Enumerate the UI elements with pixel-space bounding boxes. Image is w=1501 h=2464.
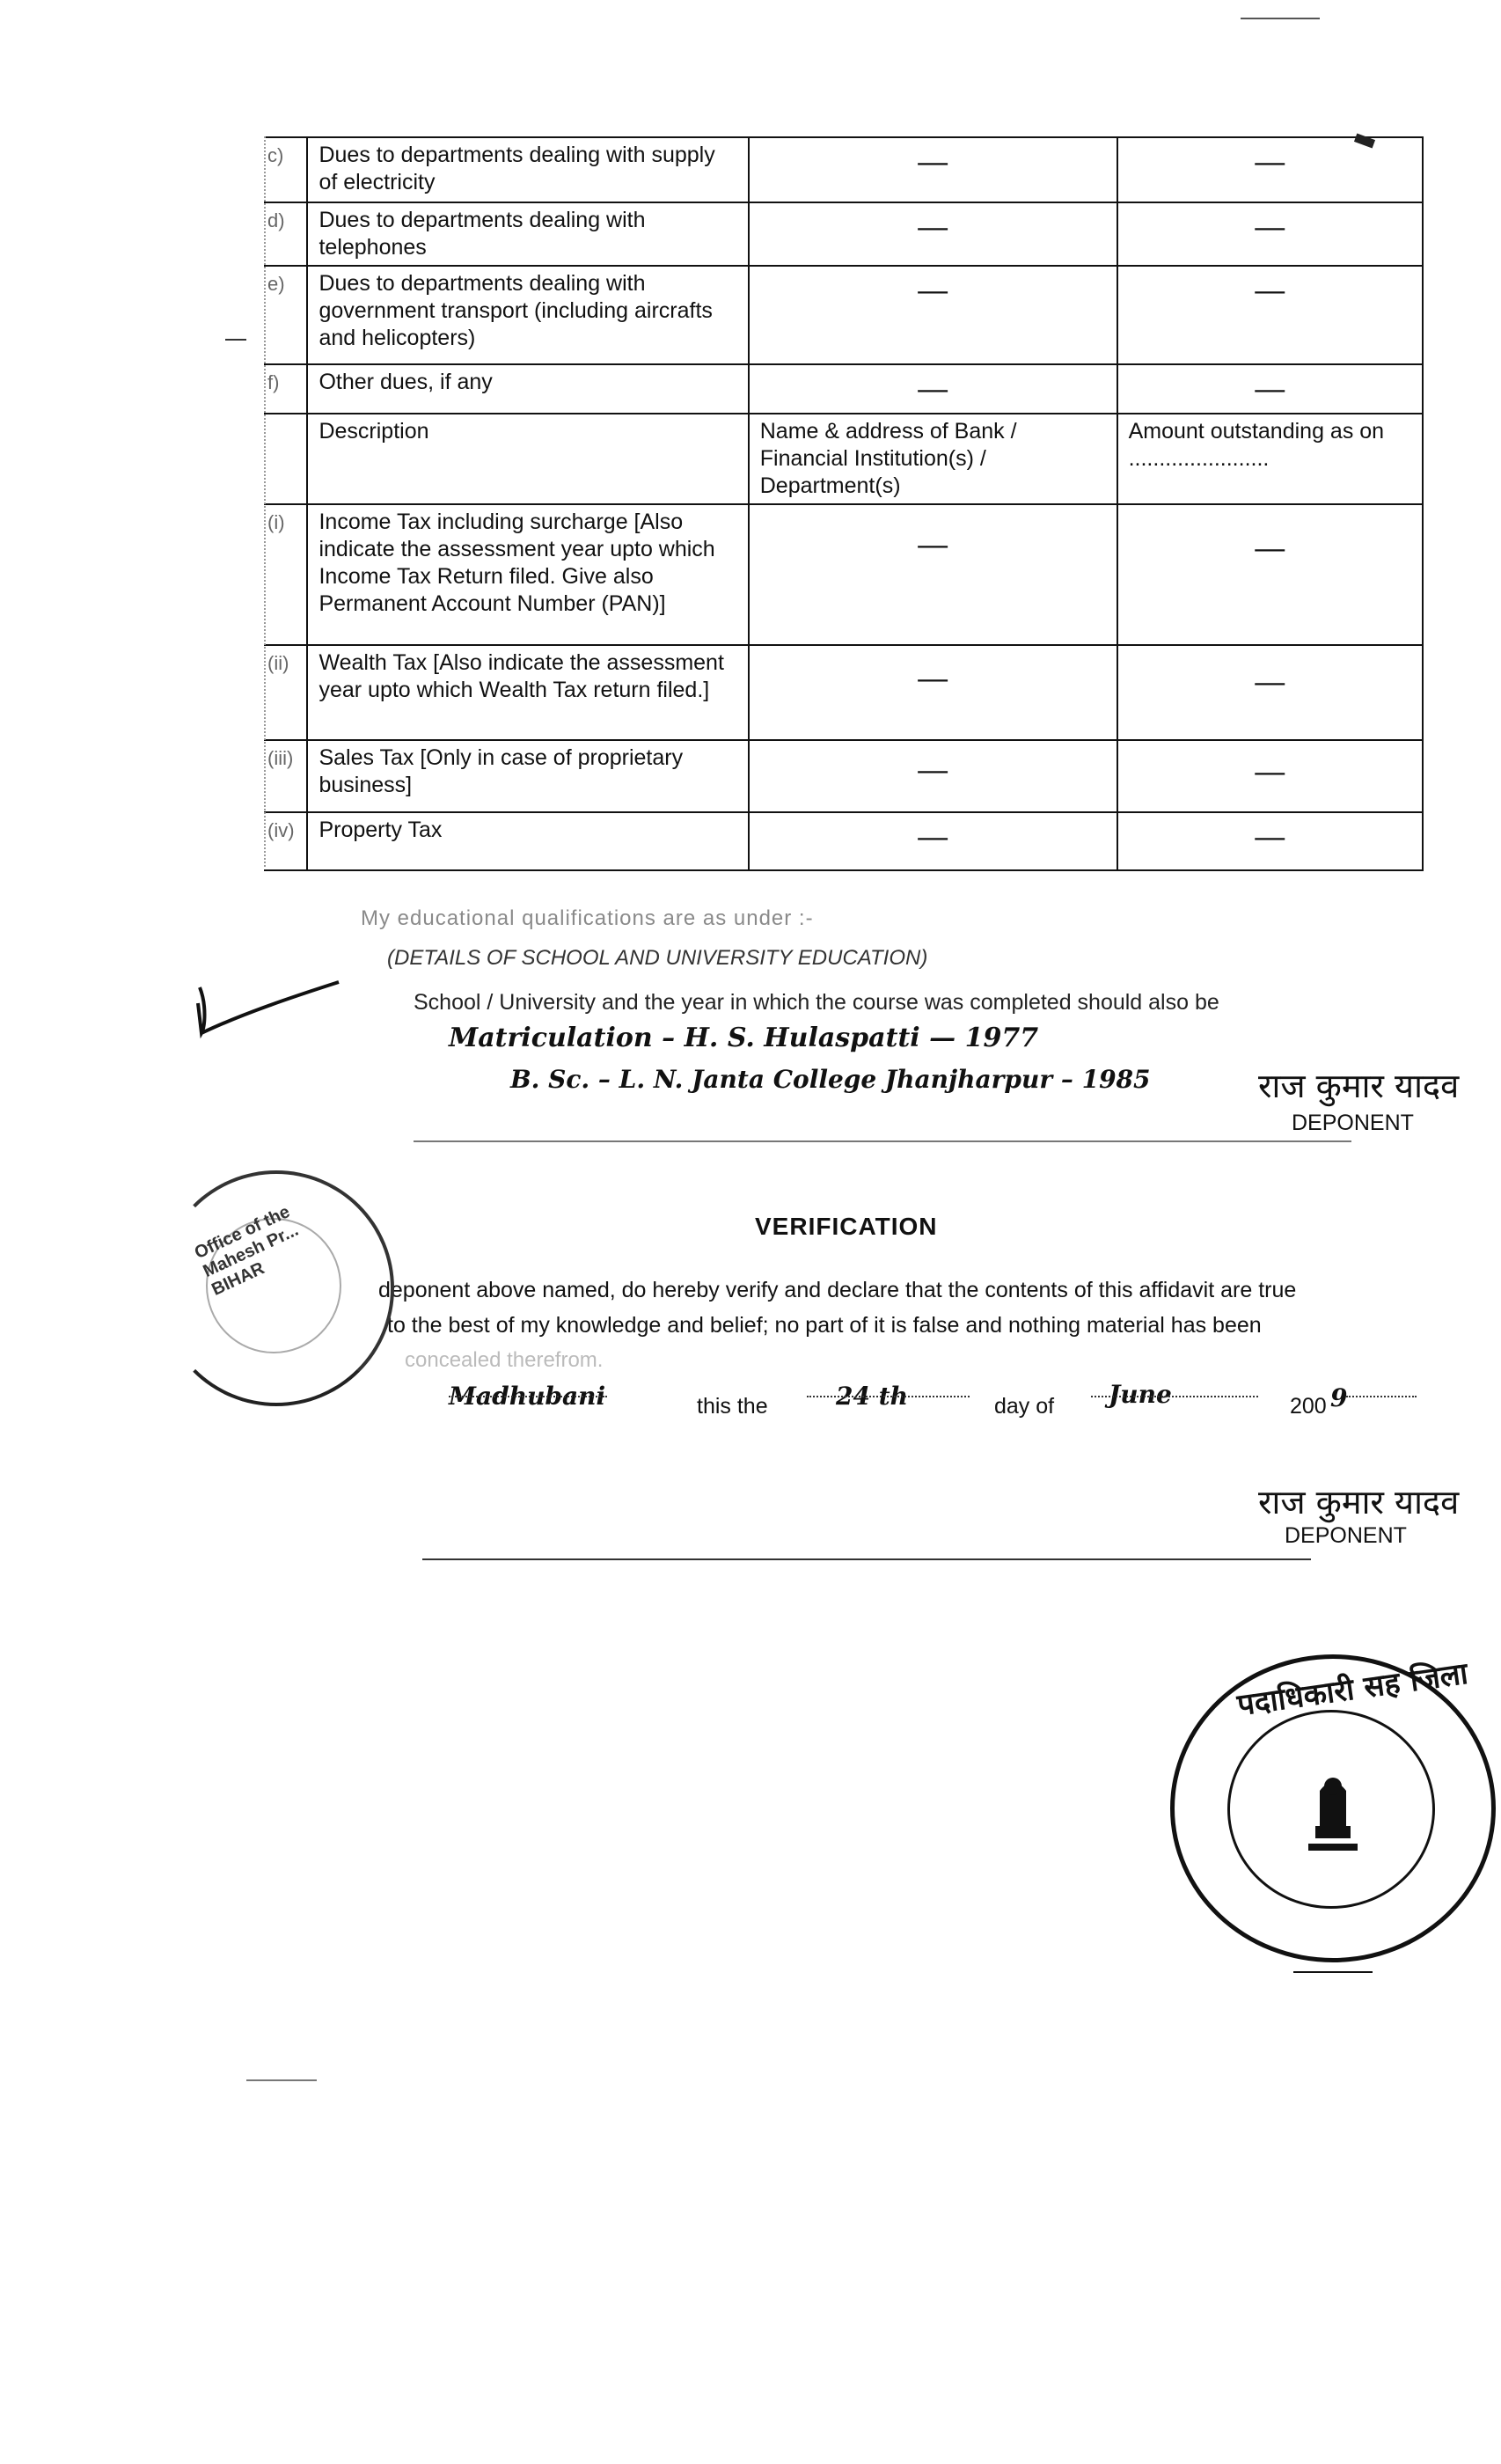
row-description: Dues to departments dealing with government transport (including aircrafts and helicopters)	[307, 266, 748, 364]
stamp-text: Office of the Mahesh Pr... BIHAR	[191, 1201, 302, 1300]
divider	[422, 1558, 1311, 1560]
scan-artifact	[246, 2079, 317, 2081]
row-col4: —	[1117, 266, 1423, 364]
row-index: f)	[264, 364, 307, 414]
table-row	[264, 266, 1423, 364]
row-col3: —	[749, 812, 1117, 870]
this-the-label: this the	[697, 1394, 768, 1419]
education-entry-matric: Matriculation – H. S. Hulaspatti — 1977	[449, 1023, 1039, 1053]
verification-place-row	[414, 1380, 1425, 1429]
margin-dash	[225, 339, 246, 341]
row-col3: —	[749, 364, 1117, 414]
row-index: e)	[264, 266, 307, 364]
row-col3: —	[749, 504, 1117, 645]
verification-line-3: concealed therefrom.	[405, 1348, 604, 1372]
emblem-icon	[1289, 1764, 1377, 1861]
row-description: Other dues, if any	[307, 364, 748, 414]
row-description: Dues to departments dealing with telephones	[307, 202, 748, 266]
row-index: (iv)	[264, 812, 307, 870]
row-col4: —	[1117, 504, 1423, 645]
table-row	[264, 202, 1423, 266]
education-instruction: School / University and the year in which the course was completed should also be	[414, 990, 1219, 1015]
table-row	[264, 137, 1423, 202]
row-col3: —	[749, 740, 1117, 812]
official-seal	[1170, 1654, 1496, 1962]
check-mark-icon	[189, 979, 348, 1040]
row-index: c)	[264, 137, 307, 202]
education-heading: (DETAILS OF SCHOOL AND UNIVERSITY EDUCATION)	[387, 946, 928, 970]
row-col4: —	[1117, 740, 1423, 812]
header-bank: Name & address of Bank / Financial Institution(s) / Department(s)	[749, 414, 1117, 504]
verification-place: Madhubani	[449, 1382, 606, 1411]
day-of-label: day of	[994, 1394, 1055, 1419]
row-col4: —	[1117, 812, 1423, 870]
scan-artifact	[1293, 1971, 1373, 1973]
table-header-row	[264, 414, 1423, 504]
row-description: Income Tax including surcharge [Also indicate the assessment year upto which Income Tax Return filed. Give also Permanent Account Number (PAN)]	[307, 504, 748, 645]
dues-table	[264, 136, 1424, 871]
row-description: Property Tax	[307, 812, 748, 870]
row-col4: —	[1117, 202, 1423, 266]
verification-signature: राज कुमार यादव	[1258, 1483, 1460, 1522]
education-intro: My educational qualifications are as under :-	[361, 906, 814, 930]
education-entry-bsc: B. Sc. – L. N. Janta College Jhanjharpur – 1985	[510, 1065, 1151, 1094]
table-row	[264, 812, 1423, 870]
verification-line-1: deponent above named, do hereby verify and declare that the contents of this affidavit are true	[378, 1278, 1297, 1302]
table-row	[264, 504, 1423, 645]
row-description: Wealth Tax [Also indicate the assessment year upto which Wealth Tax return filed.]	[307, 645, 748, 740]
header-description: Description	[307, 414, 748, 504]
row-col3: —	[749, 645, 1117, 740]
row-col4: —	[1117, 364, 1423, 414]
header-amount: Amount outstanding as on .......................	[1117, 414, 1423, 504]
year-suffix: 9	[1330, 1383, 1348, 1412]
verification-month: June	[1109, 1380, 1172, 1409]
scan-artifact	[1241, 18, 1320, 19]
row-col3: —	[749, 266, 1117, 364]
margin-line	[264, 136, 266, 867]
row-index: (i)	[264, 504, 307, 645]
signature: राज कुमार यादव	[1258, 1067, 1460, 1105]
row-col3: —	[749, 137, 1117, 202]
year-prefix: 200	[1290, 1394, 1327, 1419]
row-col4: —	[1117, 645, 1423, 740]
row-col4: —	[1117, 137, 1423, 202]
deponent-label: DEPONENT	[1292, 1111, 1414, 1135]
table-row	[264, 364, 1423, 414]
verification-day: 24 th	[836, 1382, 909, 1411]
row-index: (ii)	[264, 645, 307, 740]
row-index: d)	[264, 202, 307, 266]
verification-title: VERIFICATION	[755, 1213, 938, 1240]
row-description: Sales Tax [Only in case of proprietary business]	[307, 740, 748, 812]
divider	[414, 1140, 1351, 1142]
row-description: Dues to departments dealing with supply of electricity	[307, 137, 748, 202]
verification-line-2: to the best of my knowledge and belief; no part of it is false and nothing material has been	[387, 1313, 1262, 1338]
office-stamp	[158, 1170, 394, 1406]
verification-deponent-label: DEPONENT	[1285, 1523, 1407, 1548]
table-row	[264, 740, 1423, 812]
row-index: (iii)	[264, 740, 307, 812]
row-col3: —	[749, 202, 1117, 266]
seal-text: पदाधिकारी सह जिला	[1234, 1655, 1470, 1724]
table-row	[264, 645, 1423, 740]
